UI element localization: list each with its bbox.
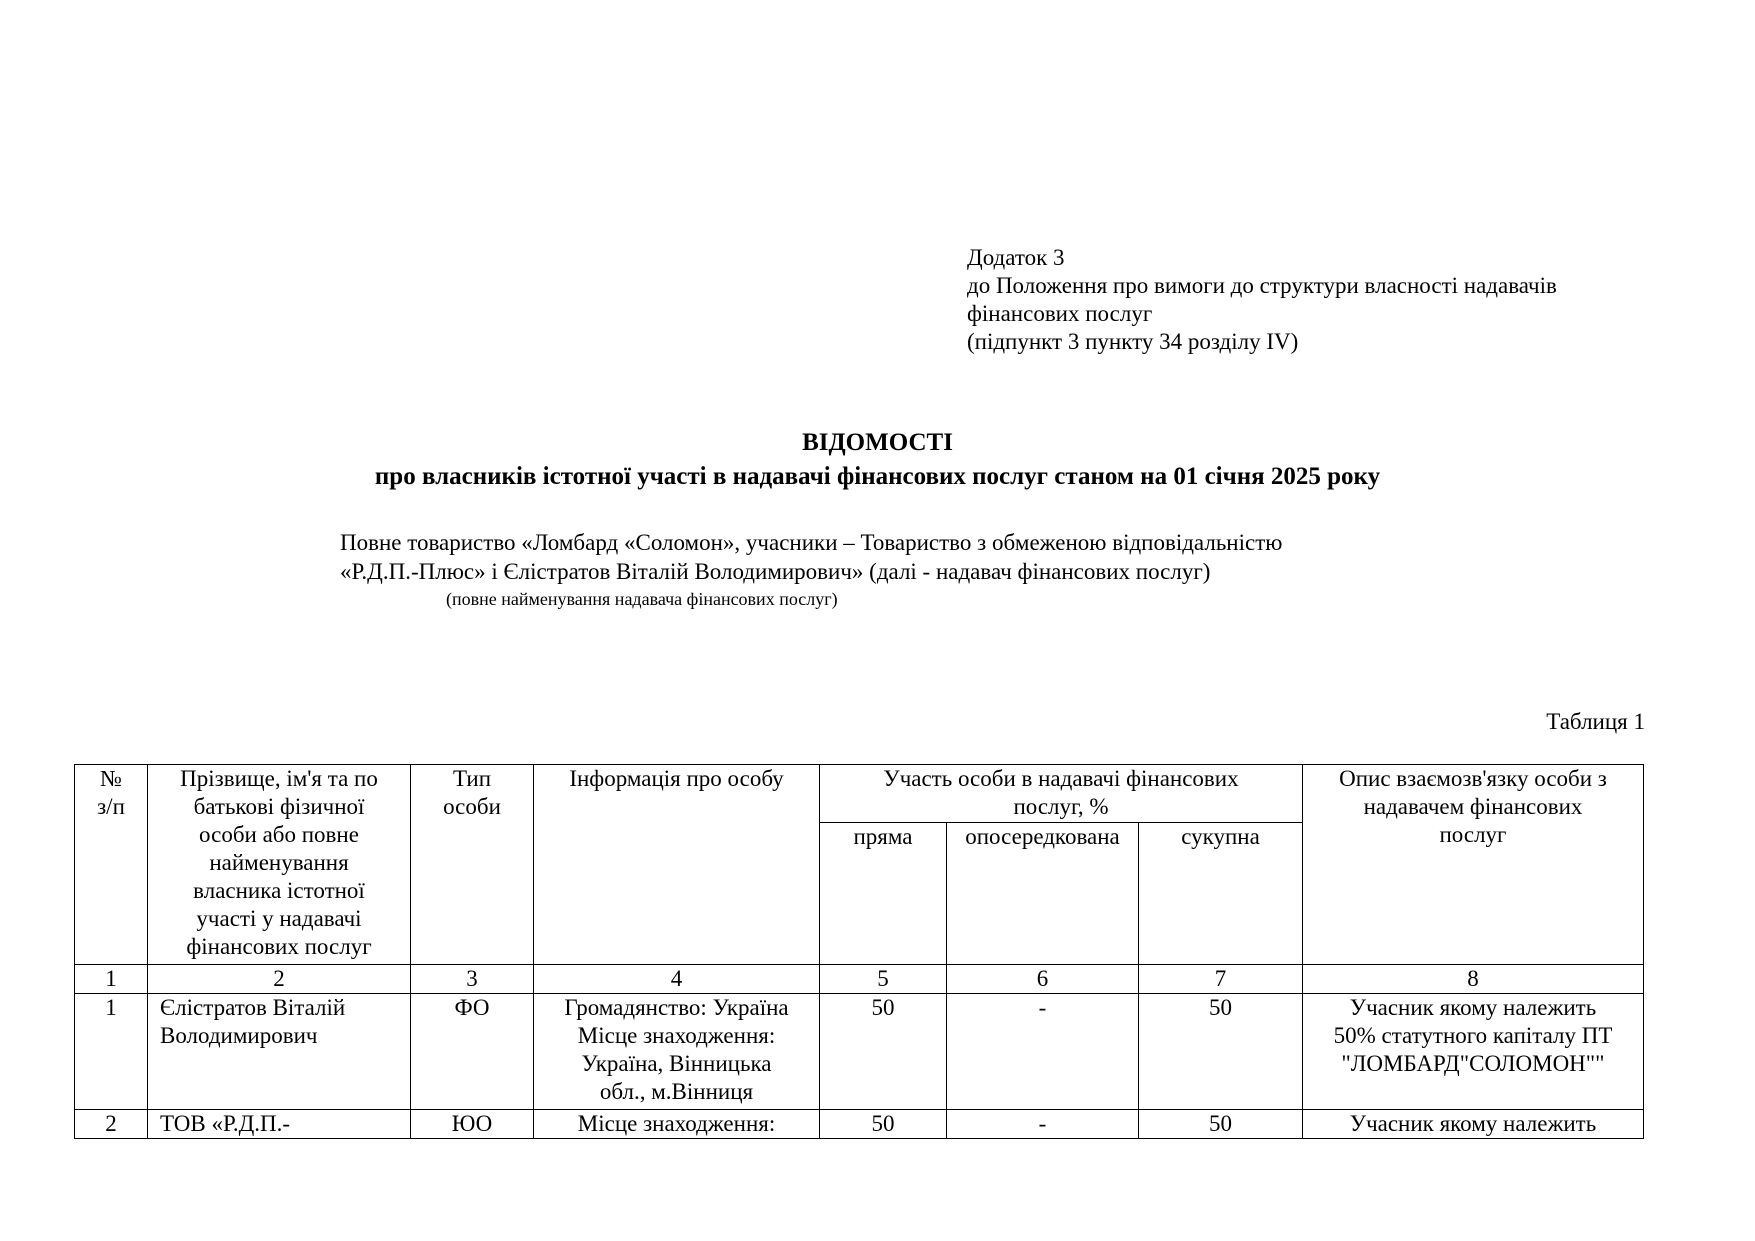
row-indirect: - bbox=[947, 994, 1139, 1110]
row-indirect: - bbox=[947, 1110, 1139, 1139]
column-number: 8 bbox=[1303, 965, 1644, 994]
column-number: 5 bbox=[820, 965, 947, 994]
column-number: 6 bbox=[947, 965, 1139, 994]
header-type: Тип особи bbox=[411, 765, 534, 965]
row-type: ФО bbox=[411, 994, 534, 1110]
row-total: 50 bbox=[1139, 994, 1303, 1110]
row-no: 1 bbox=[75, 994, 148, 1110]
document-title bbox=[0, 426, 1755, 494]
row-direct: 50 bbox=[820, 994, 947, 1110]
owners-table bbox=[74, 764, 1644, 1139]
appendix-line: Додаток 3 bbox=[967, 245, 1065, 270]
row-direct: 50 bbox=[820, 1110, 947, 1139]
row-relation: Учасник якому належить bbox=[1303, 1110, 1644, 1139]
table-label: Таблиця 1 bbox=[1546, 709, 1645, 734]
column-number: 3 bbox=[411, 965, 534, 994]
column-number: 7 bbox=[1139, 965, 1303, 994]
column-number: 4 bbox=[534, 965, 820, 994]
row-info: Місце знаходження: bbox=[534, 1110, 820, 1139]
provider-caption: (повне найменування надавача фінансових послуг) bbox=[446, 589, 838, 609]
header-participation: Участь особи в надавачі фінансових послуг, % bbox=[820, 765, 1303, 823]
title-main: ВІДОМОСТІ bbox=[802, 429, 953, 456]
row-info: Громадянство: Україна Місце знаходження: Україна, Вінницька обл., м.Вінниця bbox=[534, 994, 820, 1110]
column-number: 2 bbox=[148, 965, 411, 994]
appendix-line: фінансових послуг bbox=[967, 301, 1153, 326]
header-total: сукупна bbox=[1139, 823, 1303, 965]
table-row bbox=[75, 994, 1644, 1110]
header-row bbox=[75, 765, 1644, 823]
header-info: Інформація про особу bbox=[534, 765, 820, 965]
header-name: Прізвище, ім'я та по батькові фізичної особи або повне найменування власника істотної участі у надавачі фінансових послуг bbox=[148, 765, 411, 965]
row-no: 2 bbox=[75, 1110, 148, 1139]
header-indirect: опосередкована bbox=[947, 823, 1139, 965]
row-name: ТОВ «Р.Д.П.- bbox=[148, 1110, 411, 1139]
provider-line: «Р.Д.П.-Плюс» і Єлістратов Віталій Володимирович» (далі - надавач фінансових послуг) bbox=[340, 559, 1211, 584]
header-direct: пряма bbox=[820, 823, 947, 965]
provider-name bbox=[340, 528, 1490, 586]
appendix-line: до Положення про вимоги до структури власності надавачів bbox=[967, 273, 1557, 298]
appendix-line: (підпункт 3 пункту 34 розділу IV) bbox=[967, 329, 1299, 354]
title-subtitle: про власників істотної участі в надавачі фінансових послуг станом на 01 січня 2025 року bbox=[374, 463, 1381, 490]
row-total: 50 bbox=[1139, 1110, 1303, 1139]
row-relation: Учасник якому належить 50% статутного капіталу ПТ "ЛОМБАРД"СОЛОМОН"" bbox=[1303, 994, 1644, 1110]
header-no: № з/п bbox=[75, 765, 148, 965]
row-name: Єлістратов Віталій Володимирович bbox=[148, 994, 411, 1110]
appendix-note bbox=[967, 244, 1667, 356]
row-type: ЮО bbox=[411, 1110, 534, 1139]
column-number-row bbox=[75, 965, 1644, 994]
table-row bbox=[75, 1110, 1644, 1139]
provider-line: Повне товариство «Ломбард «Соломон», учасники – Товариство з обмеженою відповідальністю bbox=[340, 530, 1283, 555]
header-relation: Опис взаємозв'язку особи з надавачем фінансових послуг bbox=[1303, 765, 1644, 965]
column-number: 1 bbox=[75, 965, 148, 994]
